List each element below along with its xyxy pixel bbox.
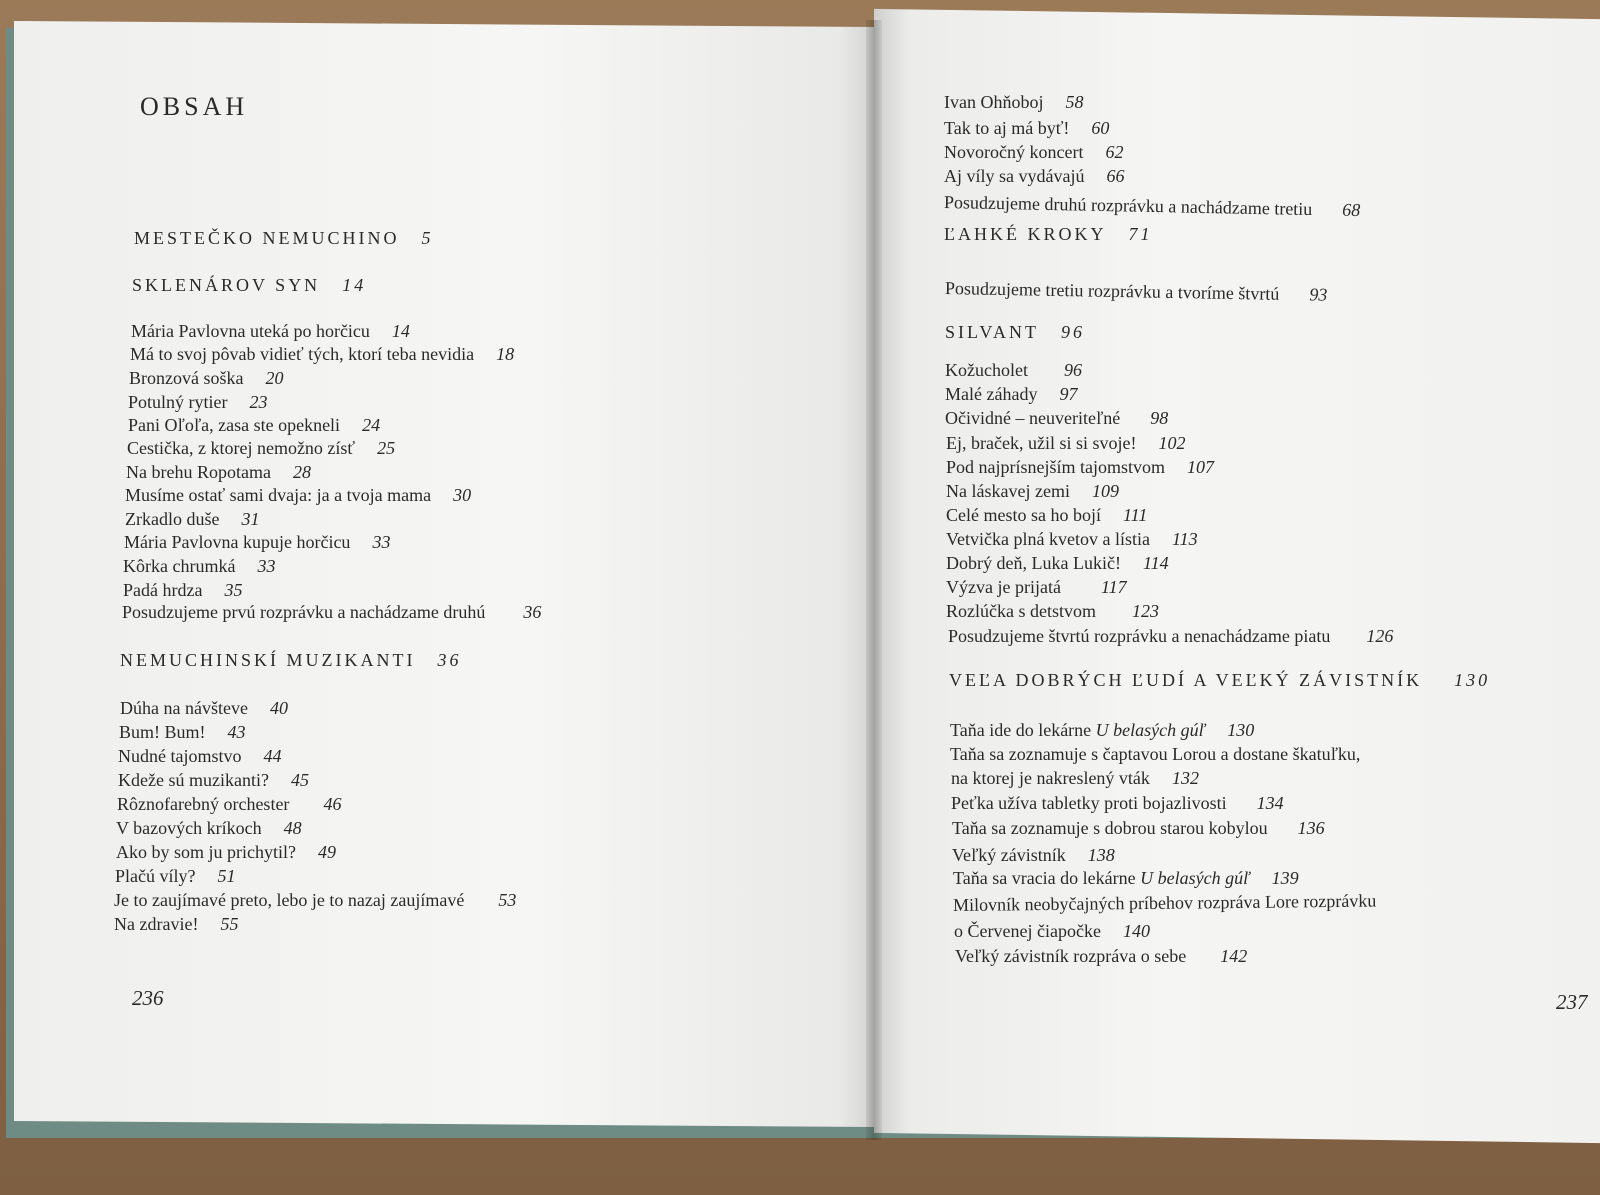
toc-entry: Potulný rytier 23 (128, 392, 268, 412)
toc-entry: Dúha na návšteve 40 (120, 698, 288, 718)
toc-entry: Dobrý deň, Luka Lukič! 114 (946, 553, 1169, 573)
toc-entry: Posudzujeme štvrtú rozprávku a nenachádzame piatu 126 (948, 626, 1394, 646)
toc-entry: Zrkadlo duše 31 (125, 509, 260, 529)
book-gutter (866, 20, 882, 1140)
toc-entry: Plačú víly? 51 (115, 866, 236, 886)
toc-entry: Očividné – neuveriteľné 98 (945, 408, 1169, 428)
toc-entry: Bum! Bum! 43 (119, 722, 246, 742)
toc-entry: Veľký závistník rozpráva o sebe 142 (955, 946, 1248, 966)
toc-entry: Ako by som ju prichytil? 49 (116, 842, 336, 862)
toc-entry: Bronzová soška 20 (129, 368, 284, 388)
toc-entry: Novoročný koncert 62 (944, 142, 1124, 162)
toc-entry: Malé záhady 97 (945, 384, 1078, 404)
toc-section-heading: ĽAHKÉ KROKY 71 (944, 224, 1153, 244)
page-number-right: 237 (1556, 990, 1588, 1014)
toc-entry: Vetvička plná kvetov a lístia 113 (946, 529, 1198, 549)
toc-entry: Kdeže sú muzikanti? 45 (118, 770, 309, 790)
toc-entry: Taňa sa zoznamuje s čaptavou Lorou a dostane škatuľku, (950, 744, 1361, 764)
toc-entry: Posudzujeme prvú rozprávku a nachádzame druhú 36 (122, 602, 542, 622)
toc-entry: Taňa ide do lekárne U belasých gúľ 130 (950, 720, 1255, 740)
toc-entry: Ivan Ohňoboj 58 (944, 92, 1084, 112)
toc-entry: V bazových kríkoch 48 (116, 818, 302, 838)
toc-entry: Na zdravie! 55 (114, 914, 239, 934)
toc-entry: Mária Pavlovna uteká po horčicu 14 (131, 321, 410, 341)
contents-title: OBSAH (140, 92, 249, 121)
toc-entry: Milovník neobyčajných príbehov rozpráva Lore rozprávku (952, 890, 1377, 915)
toc-entry: Rozlúčka s detstvom 123 (946, 601, 1159, 621)
toc-section-heading: SKLENÁROV SYN 14 (132, 275, 367, 295)
toc-entry: Veľký závistník 138 (952, 845, 1115, 865)
toc-entry: Má to svoj pôvab vidieť tých, ktorí teba nevidia 18 (130, 344, 515, 364)
toc-entry: Na láskavej zemi 109 (946, 481, 1119, 501)
toc-entry: Cestička, z ktorej nemožno zísť 25 (127, 438, 396, 458)
toc-entry: na ktorej je nakreslený vták 132 (951, 768, 1199, 788)
toc-entry: Taňa sa zoznamuje s dobrou starou kobylou 136 (952, 818, 1325, 838)
toc-section-heading: SILVANT 96 (945, 322, 1086, 342)
toc-entry: Taňa sa vracia do lekárne U belasých gúľ 139 (953, 868, 1299, 888)
toc-entry: Musíme ostať sami dvaja: ja a tvoja mama 30 (125, 485, 472, 505)
toc-entry: Kôrka chrumká 33 (123, 556, 276, 576)
page-number-left: 236 (132, 986, 164, 1010)
toc-entry: Peťka užíva tabletky proti bojazlivosti 134 (951, 793, 1284, 813)
toc-entry: o Červenej čiapočke 140 (954, 921, 1150, 941)
toc-entry: Ej, braček, užil si si svoje! 102 (946, 433, 1186, 453)
toc-entry: Kožucholet 96 (945, 360, 1082, 380)
toc-entry: Výzva je prijatá 117 (946, 577, 1127, 597)
toc-entry: Nudné tajomstvo 44 (118, 746, 282, 766)
toc-entry: Padá hrdza 35 (123, 580, 243, 600)
toc-section-heading: MESTEČKO NEMUCHINO 5 (134, 228, 434, 248)
toc-entry: Pani Oľoľa, zasa ste opekneli 24 (128, 415, 381, 435)
toc-entry: Mária Pavlovna kupuje horčicu 33 (124, 532, 391, 552)
toc-entry: Pod najprísnejším tajomstvom 107 (946, 457, 1214, 477)
toc-section-heading: VEĽA DOBRÝCH ĽUDÍ A VEĽKÝ ZÁVISTNÍK 130 (949, 670, 1491, 690)
toc-section-heading: NEMUCHINSKÍ MUZIKANTI 36 (120, 650, 462, 670)
toc-entry: Je to zaujímavé preto, lebo je to nazaj zaujímavé 53 (114, 890, 517, 910)
toc-entry: Posudzujeme tretiu rozprávku a tvoríme štvrtú 93 (944, 278, 1328, 305)
toc-entry: Celé mesto sa ho bojí 111 (946, 505, 1148, 525)
toc-entry: Tak to aj má byť! 60 (944, 118, 1110, 138)
toc-entry: Rôznofarebný orchester 46 (117, 794, 342, 814)
toc-entry: Aj víly sa vydávajú 66 (944, 166, 1125, 186)
toc-entry: Posudzujeme druhú rozprávku a nachádzame tretiu 68 (943, 192, 1361, 220)
toc-entry: Na brehu Ropotama 28 (126, 462, 311, 482)
